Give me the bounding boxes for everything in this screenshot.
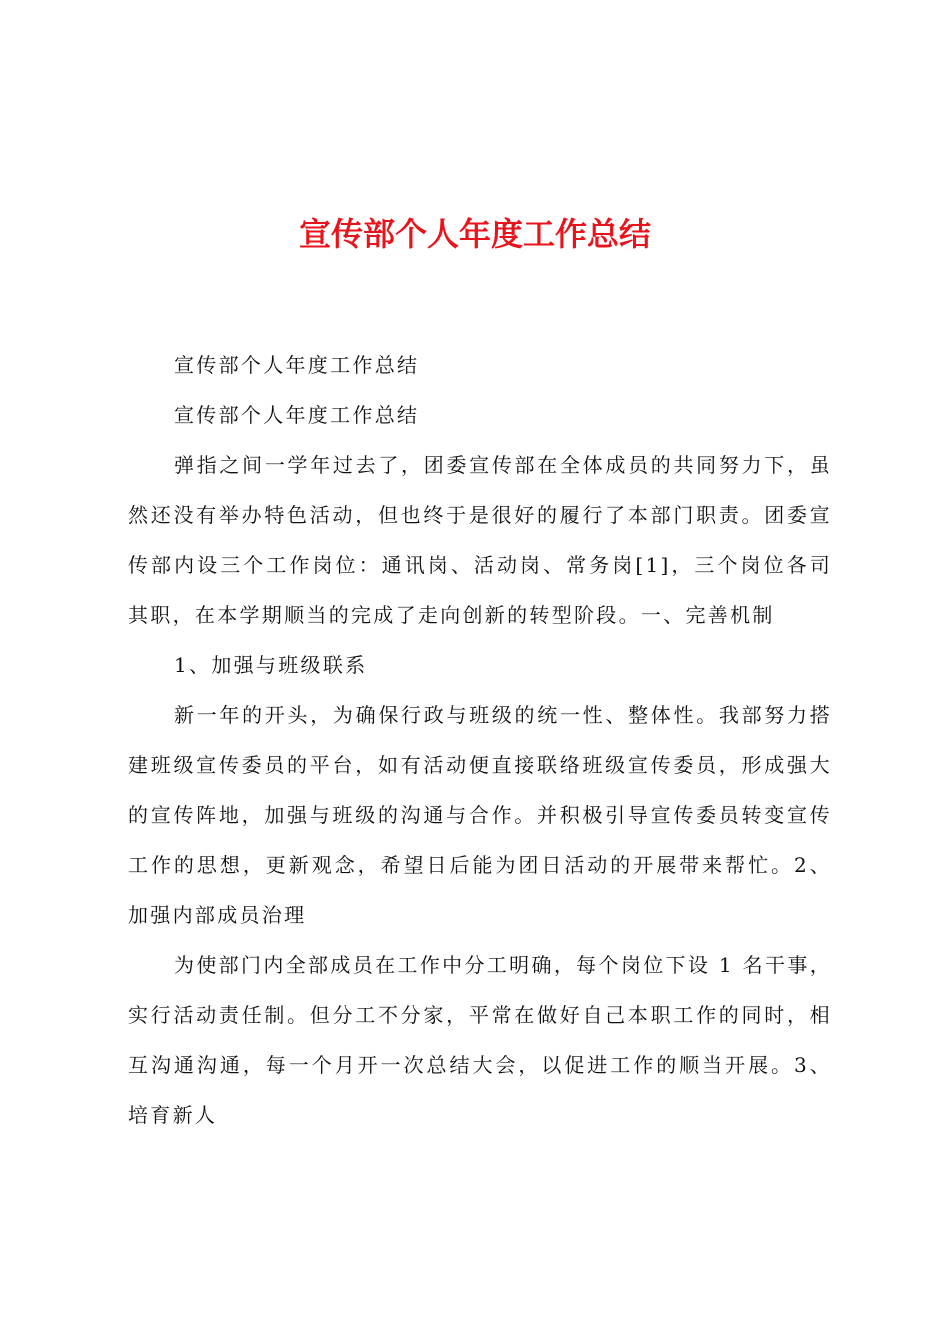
paragraph-subtitle-1: 宣传部个人年度工作总结: [174, 353, 420, 377]
paragraph-intro: 弹指之间一学年过去了，团委宣传部在全体成员的共同努力下，虽然还没有举办特色活动，但也终于是很好的履行了本部门职责。团委宣传部内设三个工作岗位：通讯岗、活动岗、常务岗[1]，三个岗位各司其职，在本学期顺当的完成了走向创新的转型阶段。一、完善机制: [128, 453, 832, 627]
paragraph-heading-1: 1、加强与班级联系: [174, 653, 368, 677]
document-body: [128, 340, 832, 1140]
paragraph-class-contact: 新一年的开头，为确保行政与班级的统一性、整体性。我部努力搭建班级宣传委员的平台，如有活动便直接联络班级宣传委员，形成强大的宣传阵地，加强与班级的沟通与合作。并积极引导宣传委员转变宣传工作的思想，更新观念，希望日后能为团日活动的开展带来帮忙。2、加强内部成员治理: [128, 703, 832, 927]
paragraph-subtitle-2: 宣传部个人年度工作总结: [174, 403, 420, 427]
document-title: 宣传部个人年度工作总结: [298, 215, 651, 253]
paragraph-member-management: 为使部门内全部成员在工作中分工明确，每个岗位下设 1 名干事，实行活动责任制。但分工不分家，平常在做好自己本职工作的同时，相互沟通沟通，每一个月开一次总结大会，以促进工作的顺当开展。3、培育新人: [128, 953, 832, 1127]
